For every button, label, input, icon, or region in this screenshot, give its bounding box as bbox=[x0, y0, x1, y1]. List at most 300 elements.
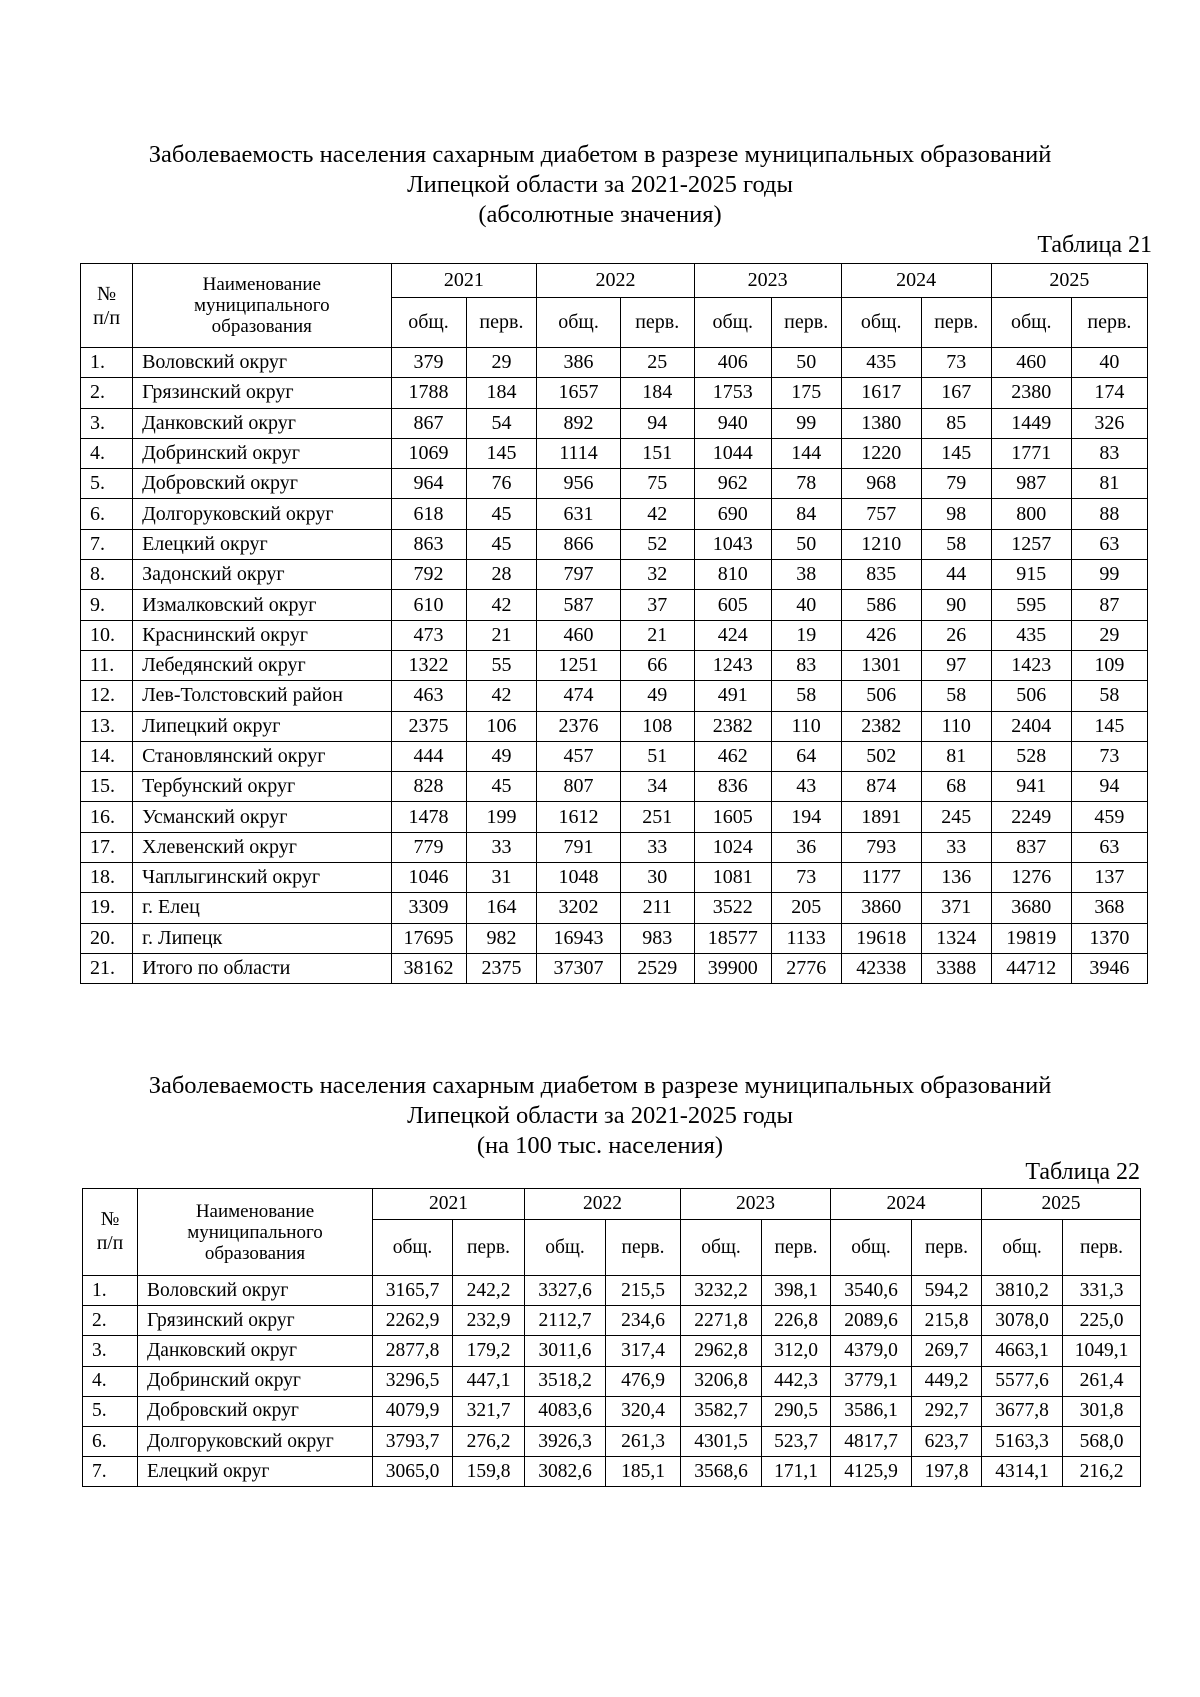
header-name bbox=[133, 264, 391, 348]
value-first: 320,4 bbox=[606, 1396, 681, 1426]
value-total: 3202 bbox=[537, 893, 620, 923]
value-first: 55 bbox=[466, 650, 537, 680]
header-no-abbr: п/п bbox=[96, 1233, 124, 1254]
value-total: 757 bbox=[841, 499, 921, 529]
header-year: 2024 bbox=[831, 1189, 982, 1220]
value-total: 987 bbox=[991, 469, 1071, 499]
value-total: 491 bbox=[694, 681, 771, 711]
value-first: 52 bbox=[620, 529, 694, 559]
value-first: 2529 bbox=[620, 953, 694, 983]
value-total: 1081 bbox=[694, 863, 771, 893]
value-total: 3779,1 bbox=[831, 1366, 912, 1396]
value-total: 444 bbox=[391, 741, 466, 771]
value-first: 58 bbox=[921, 681, 991, 711]
value-total: 2089,6 bbox=[831, 1306, 912, 1336]
value-total: 1657 bbox=[537, 378, 620, 408]
value-total: 2382 bbox=[694, 711, 771, 741]
value-first: 1370 bbox=[1071, 923, 1147, 953]
municipality-name: Данковский округ bbox=[133, 408, 391, 438]
value-first: 81 bbox=[921, 741, 991, 771]
value-total: 1753 bbox=[694, 378, 771, 408]
value-first: 42 bbox=[620, 499, 694, 529]
value-first: 261,3 bbox=[606, 1426, 681, 1456]
value-first: 3946 bbox=[1071, 953, 1147, 983]
value-total: 38162 bbox=[391, 953, 466, 983]
value-first: 184 bbox=[466, 378, 537, 408]
municipality-name: Долгоруковский округ bbox=[133, 499, 391, 529]
header-sub-total: общ. bbox=[831, 1220, 912, 1276]
value-first: 371 bbox=[921, 893, 991, 923]
value-first: 136 bbox=[921, 863, 991, 893]
value-first: 90 bbox=[921, 590, 991, 620]
value-total: 962 bbox=[694, 469, 771, 499]
value-first: 205 bbox=[771, 893, 841, 923]
value-total: 690 bbox=[694, 499, 771, 529]
value-total: 3810,2 bbox=[982, 1276, 1063, 1306]
row-number: 18. bbox=[81, 863, 133, 893]
value-total: 797 bbox=[537, 560, 620, 590]
value-first: 2776 bbox=[771, 953, 841, 983]
row-number: 1. bbox=[81, 348, 133, 378]
value-total: 867 bbox=[391, 408, 466, 438]
value-first: 58 bbox=[921, 529, 991, 559]
value-first: 99 bbox=[771, 408, 841, 438]
value-total: 1043 bbox=[694, 529, 771, 559]
value-first: 568,0 bbox=[1063, 1426, 1141, 1456]
value-first: 50 bbox=[771, 348, 841, 378]
value-total: 2404 bbox=[991, 711, 1071, 741]
value-total: 837 bbox=[991, 832, 1071, 862]
value-first: 225,0 bbox=[1063, 1306, 1141, 1336]
value-first: 37 bbox=[620, 590, 694, 620]
table22-body bbox=[83, 1276, 1141, 1487]
value-first: 88 bbox=[1071, 499, 1147, 529]
value-first: 33 bbox=[620, 832, 694, 862]
table21-title-line: (абсолютные значения) bbox=[478, 201, 722, 228]
municipality-name: Краснинский округ bbox=[133, 620, 391, 650]
municipality-name: Лебедянский округ bbox=[133, 650, 391, 680]
value-total: 502 bbox=[841, 741, 921, 771]
municipality-name: Тербунский округ bbox=[133, 772, 391, 802]
value-first: 110 bbox=[771, 711, 841, 741]
value-first: 40 bbox=[1071, 348, 1147, 378]
value-total: 473 bbox=[391, 620, 466, 650]
value-total: 379 bbox=[391, 348, 466, 378]
value-first: 83 bbox=[771, 650, 841, 680]
value-total: 810 bbox=[694, 560, 771, 590]
value-total: 424 bbox=[694, 620, 771, 650]
row-number: 4. bbox=[81, 438, 133, 468]
value-total: 3680 bbox=[991, 893, 1071, 923]
value-first: 215,5 bbox=[606, 1276, 681, 1306]
value-total: 3568,6 bbox=[681, 1457, 762, 1487]
value-total: 595 bbox=[991, 590, 1071, 620]
header-name bbox=[138, 1189, 373, 1276]
value-first: 21 bbox=[466, 620, 537, 650]
municipality-name: Итого по области bbox=[133, 953, 391, 983]
value-first: 81 bbox=[1071, 469, 1147, 499]
header-year: 2025 bbox=[991, 264, 1147, 298]
value-first: 174 bbox=[1071, 378, 1147, 408]
value-total: 460 bbox=[991, 348, 1071, 378]
value-total: 586 bbox=[841, 590, 921, 620]
header-sub-total: общ. bbox=[841, 298, 921, 348]
value-total: 1788 bbox=[391, 378, 466, 408]
table-row bbox=[81, 863, 1148, 893]
header-name-line: Наименование bbox=[195, 1200, 315, 1222]
value-total: 1044 bbox=[694, 438, 771, 468]
row-number: 11. bbox=[81, 650, 133, 680]
value-total: 1771 bbox=[991, 438, 1071, 468]
row-number: 6. bbox=[83, 1426, 138, 1456]
header-year: 2021 bbox=[373, 1189, 525, 1220]
value-total: 1210 bbox=[841, 529, 921, 559]
table-row bbox=[81, 590, 1148, 620]
value-first: 63 bbox=[1071, 529, 1147, 559]
table-row bbox=[81, 438, 1148, 468]
value-first: 98 bbox=[921, 499, 991, 529]
value-first: 75 bbox=[620, 469, 694, 499]
value-first: 45 bbox=[466, 772, 537, 802]
row-number: 2. bbox=[83, 1306, 138, 1336]
value-total: 1046 bbox=[391, 863, 466, 893]
value-first: 43 bbox=[771, 772, 841, 802]
value-first: 269,7 bbox=[912, 1336, 982, 1366]
table-row bbox=[83, 1336, 1141, 1366]
value-total: 2382 bbox=[841, 711, 921, 741]
value-total: 1617 bbox=[841, 378, 921, 408]
municipality-name: Добринский округ bbox=[133, 438, 391, 468]
value-total: 386 bbox=[537, 348, 620, 378]
value-first: 3388 bbox=[921, 953, 991, 983]
value-first: 449,2 bbox=[912, 1366, 982, 1396]
table21-title bbox=[0, 140, 1200, 230]
value-total: 3926,3 bbox=[525, 1426, 606, 1456]
row-number: 4. bbox=[83, 1366, 138, 1396]
value-total: 874 bbox=[841, 772, 921, 802]
header-sub-first: перв. bbox=[1071, 298, 1147, 348]
value-first: 94 bbox=[1071, 772, 1147, 802]
value-total: 528 bbox=[991, 741, 1071, 771]
table-row bbox=[81, 620, 1148, 650]
value-total: 1423 bbox=[991, 650, 1071, 680]
value-first: 137 bbox=[1071, 863, 1147, 893]
value-total: 3206,8 bbox=[681, 1366, 762, 1396]
value-first: 211 bbox=[620, 893, 694, 923]
value-first: 66 bbox=[620, 650, 694, 680]
value-first: 232,9 bbox=[453, 1306, 525, 1336]
row-number: 8. bbox=[81, 560, 133, 590]
value-total: 1114 bbox=[537, 438, 620, 468]
value-first: 29 bbox=[1071, 620, 1147, 650]
row-number: 13. bbox=[81, 711, 133, 741]
value-total: 2877,8 bbox=[373, 1336, 453, 1366]
row-number: 19. bbox=[81, 893, 133, 923]
value-first: 276,2 bbox=[453, 1426, 525, 1456]
header-sub-first: перв. bbox=[762, 1220, 831, 1276]
value-total: 964 bbox=[391, 469, 466, 499]
value-total: 4379,0 bbox=[831, 1336, 912, 1366]
table-row bbox=[81, 348, 1148, 378]
value-total: 3540,6 bbox=[831, 1276, 912, 1306]
municipality-name: Чаплыгинский округ bbox=[133, 863, 391, 893]
value-first: 1133 bbox=[771, 923, 841, 953]
value-first: 50 bbox=[771, 529, 841, 559]
header-year: 2025 bbox=[982, 1189, 1141, 1220]
value-total: 618 bbox=[391, 499, 466, 529]
value-total: 37307 bbox=[537, 953, 620, 983]
header-sub-first: перв. bbox=[771, 298, 841, 348]
municipality-name: Хлевенский округ bbox=[133, 832, 391, 862]
value-total: 1449 bbox=[991, 408, 1071, 438]
value-first: 79 bbox=[921, 469, 991, 499]
table22-label: Таблица 22 bbox=[1025, 1159, 1140, 1185]
header-sub-first: перв. bbox=[912, 1220, 982, 1276]
value-first: 234,6 bbox=[606, 1306, 681, 1336]
table-row bbox=[81, 923, 1148, 953]
value-first: 29 bbox=[466, 348, 537, 378]
value-total: 1301 bbox=[841, 650, 921, 680]
value-first: 45 bbox=[466, 499, 537, 529]
row-number: 21. bbox=[81, 953, 133, 983]
value-first: 33 bbox=[466, 832, 537, 862]
municipality-name: Данковский округ bbox=[138, 1336, 373, 1366]
value-first: 78 bbox=[771, 469, 841, 499]
municipality-name: Становлянский округ bbox=[133, 741, 391, 771]
value-first: 19 bbox=[771, 620, 841, 650]
value-total: 457 bbox=[537, 741, 620, 771]
table21-label: Таблица 21 bbox=[1037, 232, 1152, 258]
value-first: 73 bbox=[1071, 741, 1147, 771]
table-row bbox=[83, 1396, 1141, 1426]
value-total: 835 bbox=[841, 560, 921, 590]
value-total: 631 bbox=[537, 499, 620, 529]
value-total: 1177 bbox=[841, 863, 921, 893]
value-first: 144 bbox=[771, 438, 841, 468]
value-first: 175 bbox=[771, 378, 841, 408]
value-first: 167 bbox=[921, 378, 991, 408]
value-first: 64 bbox=[771, 741, 841, 771]
municipality-name: Усманский округ bbox=[133, 802, 391, 832]
value-total: 587 bbox=[537, 590, 620, 620]
row-number: 1. bbox=[83, 1276, 138, 1306]
table21 bbox=[80, 263, 1148, 984]
value-first: 31 bbox=[466, 863, 537, 893]
table-row bbox=[81, 529, 1148, 559]
value-first: 226,8 bbox=[762, 1306, 831, 1336]
value-first: 459 bbox=[1071, 802, 1147, 832]
header-year: 2023 bbox=[694, 264, 841, 298]
value-first: 197,8 bbox=[912, 1457, 982, 1487]
value-total: 3522 bbox=[694, 893, 771, 923]
value-first: 34 bbox=[620, 772, 694, 802]
table21-title-line: Заболеваемость населения сахарным диабетом в разрезе муниципальных образований bbox=[148, 141, 1052, 168]
header-sub-total: общ. bbox=[982, 1220, 1063, 1276]
value-total: 5577,6 bbox=[982, 1366, 1063, 1396]
row-number: 5. bbox=[83, 1396, 138, 1426]
value-total: 463 bbox=[391, 681, 466, 711]
header-year: 2022 bbox=[537, 264, 694, 298]
municipality-name: г. Липецк bbox=[133, 923, 391, 953]
row-number: 16. bbox=[81, 802, 133, 832]
value-total: 2249 bbox=[991, 802, 1071, 832]
header-sub-total: общ. bbox=[694, 298, 771, 348]
value-total: 1048 bbox=[537, 863, 620, 893]
value-first: 251 bbox=[620, 802, 694, 832]
municipality-name: Грязинский округ bbox=[138, 1306, 373, 1336]
table-row bbox=[81, 681, 1148, 711]
value-total: 1891 bbox=[841, 802, 921, 832]
value-first: 301,8 bbox=[1063, 1396, 1141, 1426]
value-first: 216,2 bbox=[1063, 1457, 1141, 1487]
value-first: 292,7 bbox=[912, 1396, 982, 1426]
value-first: 199 bbox=[466, 802, 537, 832]
value-total: 4125,9 bbox=[831, 1457, 912, 1487]
value-first: 326 bbox=[1071, 408, 1147, 438]
table-row bbox=[83, 1457, 1141, 1487]
value-total: 793 bbox=[841, 832, 921, 862]
value-first: 36 bbox=[771, 832, 841, 862]
value-total: 1478 bbox=[391, 802, 466, 832]
table22-title-line: Заболеваемость населения сахарным диабетом в разрезе муниципальных образований bbox=[148, 1072, 1052, 1099]
value-total: 1251 bbox=[537, 650, 620, 680]
value-total: 807 bbox=[537, 772, 620, 802]
value-first: 28 bbox=[466, 560, 537, 590]
value-total: 5163,3 bbox=[982, 1426, 1063, 1456]
header-name-line: Наименование bbox=[202, 274, 321, 295]
table21-title-line: Липецкой области за 2021-2025 годы bbox=[407, 171, 793, 198]
value-total: 406 bbox=[694, 348, 771, 378]
municipality-name: Елецкий округ bbox=[133, 529, 391, 559]
value-first: 215,8 bbox=[912, 1306, 982, 1336]
table-row bbox=[81, 893, 1148, 923]
value-total: 3793,7 bbox=[373, 1426, 453, 1456]
value-total: 610 bbox=[391, 590, 466, 620]
value-total: 16943 bbox=[537, 923, 620, 953]
value-total: 800 bbox=[991, 499, 1071, 529]
value-first: 84 bbox=[771, 499, 841, 529]
table-row bbox=[81, 741, 1148, 771]
row-number: 7. bbox=[83, 1457, 138, 1487]
table22-title-line: (на 100 тыс. населения) bbox=[476, 1132, 724, 1159]
value-first: 25 bbox=[620, 348, 694, 378]
value-first: 68 bbox=[921, 772, 991, 802]
value-first: 145 bbox=[466, 438, 537, 468]
value-first: 42 bbox=[466, 590, 537, 620]
value-first: 76 bbox=[466, 469, 537, 499]
value-total: 2271,8 bbox=[681, 1306, 762, 1336]
value-first: 32 bbox=[620, 560, 694, 590]
value-total: 3082,6 bbox=[525, 1457, 606, 1487]
value-first: 26 bbox=[921, 620, 991, 650]
table-row bbox=[81, 560, 1148, 590]
value-first: 1049,1 bbox=[1063, 1336, 1141, 1366]
value-first: 54 bbox=[466, 408, 537, 438]
value-first: 331,3 bbox=[1063, 1276, 1141, 1306]
value-total: 866 bbox=[537, 529, 620, 559]
value-first: 245 bbox=[921, 802, 991, 832]
value-total: 506 bbox=[991, 681, 1071, 711]
value-total: 2262,9 bbox=[373, 1306, 453, 1336]
value-first: 368 bbox=[1071, 893, 1147, 923]
value-first: 185,1 bbox=[606, 1457, 681, 1487]
value-total: 3327,6 bbox=[525, 1276, 606, 1306]
value-first: 73 bbox=[771, 863, 841, 893]
municipality-name: Лев-Толстовский район bbox=[133, 681, 391, 711]
header-sub-first: перв. bbox=[921, 298, 991, 348]
value-total: 2112,7 bbox=[525, 1306, 606, 1336]
table-row bbox=[83, 1306, 1141, 1336]
value-total: 968 bbox=[841, 469, 921, 499]
municipality-name: Воловский округ bbox=[133, 348, 391, 378]
table-row bbox=[81, 711, 1148, 741]
value-total: 2380 bbox=[991, 378, 1071, 408]
value-total: 3065,0 bbox=[373, 1457, 453, 1487]
value-first: 51 bbox=[620, 741, 694, 771]
header-year: 2023 bbox=[681, 1189, 831, 1220]
value-first: 447,1 bbox=[453, 1366, 525, 1396]
value-total: 4314,1 bbox=[982, 1457, 1063, 1487]
value-total: 1276 bbox=[991, 863, 1071, 893]
header-sub-total: общ. bbox=[681, 1220, 762, 1276]
table-row bbox=[81, 650, 1148, 680]
value-first: 49 bbox=[620, 681, 694, 711]
value-first: 40 bbox=[771, 590, 841, 620]
value-total: 2376 bbox=[537, 711, 620, 741]
header-name-line: образования bbox=[204, 1242, 306, 1264]
value-first: 194 bbox=[771, 802, 841, 832]
header-no-abbr: п/п bbox=[93, 306, 121, 329]
table-row bbox=[81, 378, 1148, 408]
value-total: 1612 bbox=[537, 802, 620, 832]
header-name-line: образования bbox=[211, 316, 312, 337]
value-total: 3677,8 bbox=[982, 1396, 1063, 1426]
municipality-name: Елецкий округ bbox=[138, 1457, 373, 1487]
value-total: 4817,7 bbox=[831, 1426, 912, 1456]
value-first: 151 bbox=[620, 438, 694, 468]
table22-title bbox=[0, 1071, 1200, 1161]
header-sub-first: перв. bbox=[453, 1220, 525, 1276]
header-year: 2021 bbox=[391, 264, 537, 298]
value-total: 3586,1 bbox=[831, 1396, 912, 1426]
value-total: 3518,2 bbox=[525, 1366, 606, 1396]
header-name-line: муниципального bbox=[193, 295, 330, 316]
value-total: 892 bbox=[537, 408, 620, 438]
value-total: 1220 bbox=[841, 438, 921, 468]
value-total: 2375 bbox=[391, 711, 466, 741]
value-total: 18577 bbox=[694, 923, 771, 953]
value-first: 108 bbox=[620, 711, 694, 741]
value-total: 3309 bbox=[391, 893, 466, 923]
value-first: 261,4 bbox=[1063, 1366, 1141, 1396]
header-no bbox=[83, 1189, 138, 1276]
value-first: 159,8 bbox=[453, 1457, 525, 1487]
value-total: 1380 bbox=[841, 408, 921, 438]
header-sub-first: перв. bbox=[1063, 1220, 1141, 1276]
value-total: 791 bbox=[537, 832, 620, 862]
header-no bbox=[81, 264, 133, 348]
value-first: 290,5 bbox=[762, 1396, 831, 1426]
value-first: 45 bbox=[466, 529, 537, 559]
value-first: 33 bbox=[921, 832, 991, 862]
row-number: 17. bbox=[81, 832, 133, 862]
value-first: 982 bbox=[466, 923, 537, 953]
value-total: 3296,5 bbox=[373, 1366, 453, 1396]
value-first: 321,7 bbox=[453, 1396, 525, 1426]
value-first: 49 bbox=[466, 741, 537, 771]
value-first: 523,7 bbox=[762, 1426, 831, 1456]
value-first: 110 bbox=[921, 711, 991, 741]
